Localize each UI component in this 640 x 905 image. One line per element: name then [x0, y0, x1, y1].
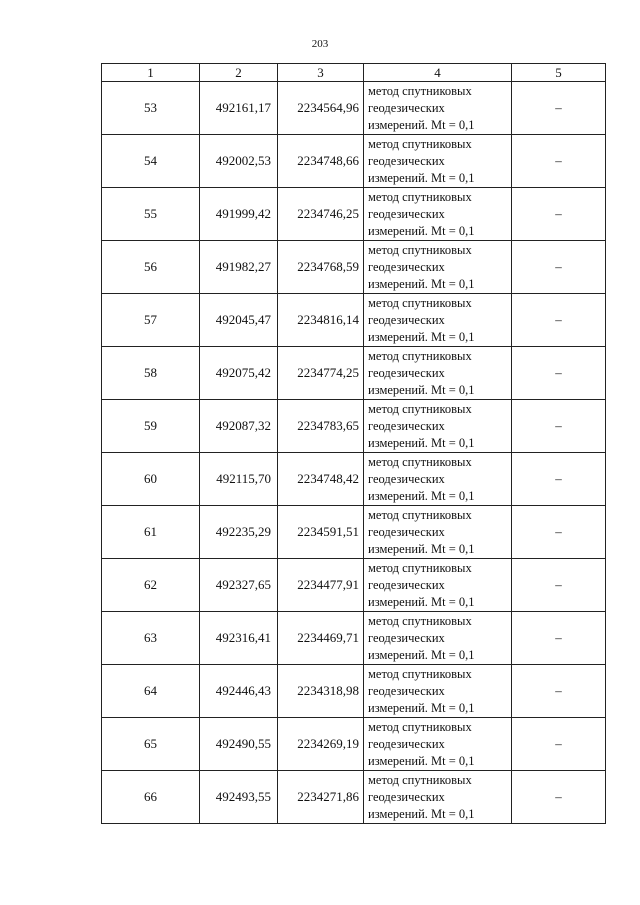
page-number: 203	[311, 38, 329, 50]
y-coordinate-cell: 2234318,98	[278, 665, 364, 718]
table-row	[102, 506, 606, 559]
table-row	[102, 294, 606, 347]
point-number-cell: 55	[102, 188, 200, 241]
method-line: измерений. Mt = 0,1	[368, 647, 475, 662]
method-line: геодезических	[368, 259, 445, 274]
x-coordinate-cell: 492161,17	[200, 82, 278, 135]
method-line: метод спутниковых	[368, 613, 472, 628]
note-cell: –	[512, 241, 606, 294]
method-line: метод спутниковых	[368, 136, 472, 151]
method-line: геодезических	[368, 789, 445, 804]
method-cell	[364, 771, 512, 824]
y-coordinate-cell: 2234774,25	[278, 347, 364, 400]
table-row	[102, 400, 606, 453]
note-cell: –	[512, 559, 606, 612]
method-line: измерений. Mt = 0,1	[368, 753, 475, 768]
method-line: метод спутниковых	[368, 772, 472, 787]
y-coordinate-cell: 2234748,66	[278, 135, 364, 188]
y-coordinate-cell: 2234477,91	[278, 559, 364, 612]
note-cell: –	[512, 506, 606, 559]
method-line: геодезических	[368, 418, 445, 433]
method-line: метод спутниковых	[368, 454, 472, 469]
method-cell	[364, 241, 512, 294]
method-line: метод спутниковых	[368, 560, 472, 575]
point-number-cell: 53	[102, 82, 200, 135]
note-cell: –	[512, 82, 606, 135]
y-coordinate-cell: 2234783,65	[278, 400, 364, 453]
y-coordinate-cell: 2234591,51	[278, 506, 364, 559]
y-coordinate-cell: 2234768,59	[278, 241, 364, 294]
point-number-cell: 54	[102, 135, 200, 188]
method-line: метод спутниковых	[368, 507, 472, 522]
x-coordinate-cell: 492446,43	[200, 665, 278, 718]
method-line: измерений. Mt = 0,1	[368, 488, 475, 503]
note-cell: –	[512, 188, 606, 241]
method-line: геодезических	[368, 365, 445, 380]
method-line: геодезических	[368, 736, 445, 751]
method-line: измерений. Mt = 0,1	[368, 223, 475, 238]
point-number-cell: 57	[102, 294, 200, 347]
method-line: метод спутниковых	[368, 83, 472, 98]
note-cell: –	[512, 718, 606, 771]
table-row	[102, 347, 606, 400]
x-coordinate-cell: 492115,70	[200, 453, 278, 506]
note-cell: –	[512, 347, 606, 400]
x-coordinate-cell: 492327,65	[200, 559, 278, 612]
note-cell: –	[512, 665, 606, 718]
method-line: измерений. Mt = 0,1	[368, 382, 475, 397]
column-header-1: 1	[102, 64, 200, 82]
y-coordinate-cell: 2234746,25	[278, 188, 364, 241]
method-line: измерений. Mt = 0,1	[368, 170, 475, 185]
method-line: метод спутниковых	[368, 401, 472, 416]
method-cell	[364, 612, 512, 665]
column-header-3: 3	[278, 64, 364, 82]
point-number-cell: 56	[102, 241, 200, 294]
method-cell	[364, 506, 512, 559]
method-line: геодезических	[368, 153, 445, 168]
point-number-cell: 62	[102, 559, 200, 612]
table-body	[102, 82, 606, 824]
x-coordinate-cell: 492493,55	[200, 771, 278, 824]
method-cell	[364, 665, 512, 718]
note-cell: –	[512, 612, 606, 665]
y-coordinate-cell: 2234816,14	[278, 294, 364, 347]
point-number-cell: 60	[102, 453, 200, 506]
note-cell: –	[512, 135, 606, 188]
point-number-cell: 66	[102, 771, 200, 824]
table-row	[102, 241, 606, 294]
method-cell	[364, 294, 512, 347]
method-line: метод спутниковых	[368, 666, 472, 681]
method-line: измерений. Mt = 0,1	[368, 806, 475, 821]
x-coordinate-cell: 492490,55	[200, 718, 278, 771]
table-row	[102, 559, 606, 612]
y-coordinate-cell: 2234271,86	[278, 771, 364, 824]
y-coordinate-cell: 2234564,96	[278, 82, 364, 135]
method-line: геодезических	[368, 524, 445, 539]
table-row	[102, 135, 606, 188]
method-line: измерений. Mt = 0,1	[368, 329, 475, 344]
method-line: измерений. Mt = 0,1	[368, 117, 475, 132]
method-line: метод спутниковых	[368, 348, 472, 363]
column-header-5: 5	[512, 64, 606, 82]
x-coordinate-cell: 491982,27	[200, 241, 278, 294]
point-number-cell: 65	[102, 718, 200, 771]
x-coordinate-cell: 491999,42	[200, 188, 278, 241]
column-header-4: 4	[364, 64, 512, 82]
method-line: измерений. Mt = 0,1	[368, 276, 475, 291]
coordinates-table	[101, 63, 606, 824]
x-coordinate-cell: 492235,29	[200, 506, 278, 559]
y-coordinate-cell: 2234269,19	[278, 718, 364, 771]
y-coordinate-cell: 2234469,71	[278, 612, 364, 665]
table-row	[102, 453, 606, 506]
method-line: геодезических	[368, 577, 445, 592]
method-line: измерений. Mt = 0,1	[368, 435, 475, 450]
method-line: метод спутниковых	[368, 295, 472, 310]
column-header-2: 2	[200, 64, 278, 82]
x-coordinate-cell: 492087,32	[200, 400, 278, 453]
table-row	[102, 612, 606, 665]
method-line: геодезических	[368, 630, 445, 645]
point-number-cell: 63	[102, 612, 200, 665]
point-number-cell: 61	[102, 506, 200, 559]
method-line: геодезических	[368, 471, 445, 486]
note-cell: –	[512, 294, 606, 347]
method-cell	[364, 188, 512, 241]
method-line: метод спутниковых	[368, 719, 472, 734]
method-line: измерений. Mt = 0,1	[368, 594, 475, 609]
method-cell	[364, 453, 512, 506]
x-coordinate-cell: 492045,47	[200, 294, 278, 347]
method-cell	[364, 400, 512, 453]
method-cell	[364, 718, 512, 771]
point-number-cell: 58	[102, 347, 200, 400]
method-line: геодезических	[368, 206, 445, 221]
method-line: геодезических	[368, 312, 445, 327]
table-row	[102, 771, 606, 824]
point-number-cell: 59	[102, 400, 200, 453]
table-row	[102, 718, 606, 771]
method-cell	[364, 347, 512, 400]
note-cell: –	[512, 771, 606, 824]
method-line: измерений. Mt = 0,1	[368, 541, 475, 556]
note-cell: –	[512, 400, 606, 453]
table-row	[102, 665, 606, 718]
table-row	[102, 82, 606, 135]
method-line: метод спутниковых	[368, 242, 472, 257]
method-cell	[364, 82, 512, 135]
note-cell: –	[512, 453, 606, 506]
method-line: метод спутниковых	[368, 189, 472, 204]
method-cell	[364, 135, 512, 188]
table-row	[102, 188, 606, 241]
x-coordinate-cell: 492075,42	[200, 347, 278, 400]
method-line: геодезических	[368, 683, 445, 698]
point-number-cell: 64	[102, 665, 200, 718]
method-line: геодезических	[368, 100, 445, 115]
y-coordinate-cell: 2234748,42	[278, 453, 364, 506]
table-header-row	[102, 64, 606, 82]
method-line: измерений. Mt = 0,1	[368, 700, 475, 715]
x-coordinate-cell: 492002,53	[200, 135, 278, 188]
method-cell	[364, 559, 512, 612]
x-coordinate-cell: 492316,41	[200, 612, 278, 665]
